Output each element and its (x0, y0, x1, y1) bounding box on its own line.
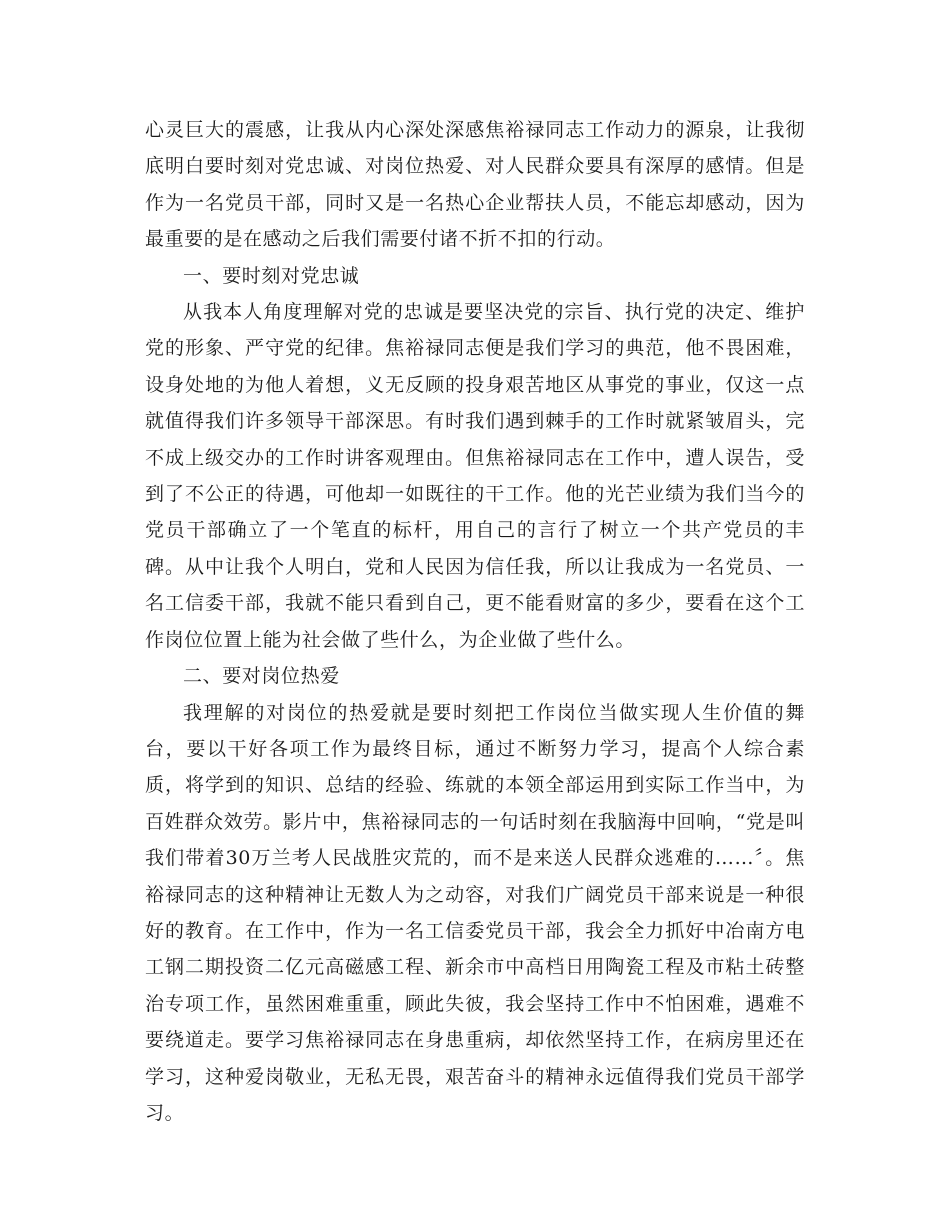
paragraph-loyalty: 从我本人角度理解对党的忠诚是要坚决党的宗旨、执行党的决定、维护党的形象、严守党的纪律。焦裕禄同志便是我们学习的典范，他不畏困难，设身处地的为他人着想，义无反顾的投身艰苦地区从事党的事业，仅这一点就值得我们许多领导干部深思。有时我们遇到棘手的工作时就紧皱眉头，完不成上级交办的工作时讲客观理由。但焦裕禄同志在工作中，遭人误告，受到了不公正的待遇，可他却一如既往的干工作。他的光芒业绩为我们当今的党员干部确立了一个笔直的标杆，用自己的言行了树立一个共产党员的丰碑。从中让我个人明白，党和人民因为信任我，所以让我成为一名党员、一名工信委干部，我就不能只看到自己，更不能看财富的多少，要看在这个工作岗位位置上能为社会做了些什么，为企业做了些什么。 (145, 301, 805, 651)
section-heading-loyalty: 一、要时刻对党忠诚 (183, 264, 360, 287)
paragraph-intro-continued: 心灵巨大的震感，让我从内心深处深感焦裕禄同志工作动力的源泉，让我彻底明白要时刻对党忠诚、对岗位热爱、对人民群众要具有深厚的感情。但是作为一名党员干部，同时又是一名热心企业帮扶人员，不能忘却感动，因为最重要的是在感动之后我们需要付诸不折不扣的行动。 (145, 119, 805, 251)
document-body (145, 112, 805, 1131)
section-heading-job-passion: 二、要对岗位热爱 (183, 665, 340, 688)
paragraph-job-passion: 我理解的对岗位的热爱就是要时刻把工作岗位当做实现人生价值的舞台，要以干好各项工作为最终目标，通过不断努力学习，提高个人综合素质，将学到的知识、总结的经验、练就的本领全部运用到实际工作当中，为百姓群众效劳。影片中，焦裕禄同志的一句话时刻在我脑海中回响，“党是叫我们带着30万兰考人民战胜灾荒的，而不是来送人民群众逃难的……〞。焦裕禄同志的这种精神让无数人为之动容，对我们广阔党员干部来说是一种很好的教育。在工作中，作为一名工信委党员干部，我会全力抓好中冶南方电工钢二期投资二亿元高磁感工程、新余市中高档日用陶瓷工程及市粘土砖整治专项工作，虽然困难重重，顾此失彼，我会坚持工作中不怕困难，遇难不要绕道走。要学习焦裕禄同志在身患重病，却依然坚持工作，在病房里还在学习，这种爱岗敬业，无私无畏，艰苦奋斗的精神永远值得我们党员干部学习。 (145, 701, 805, 1124)
